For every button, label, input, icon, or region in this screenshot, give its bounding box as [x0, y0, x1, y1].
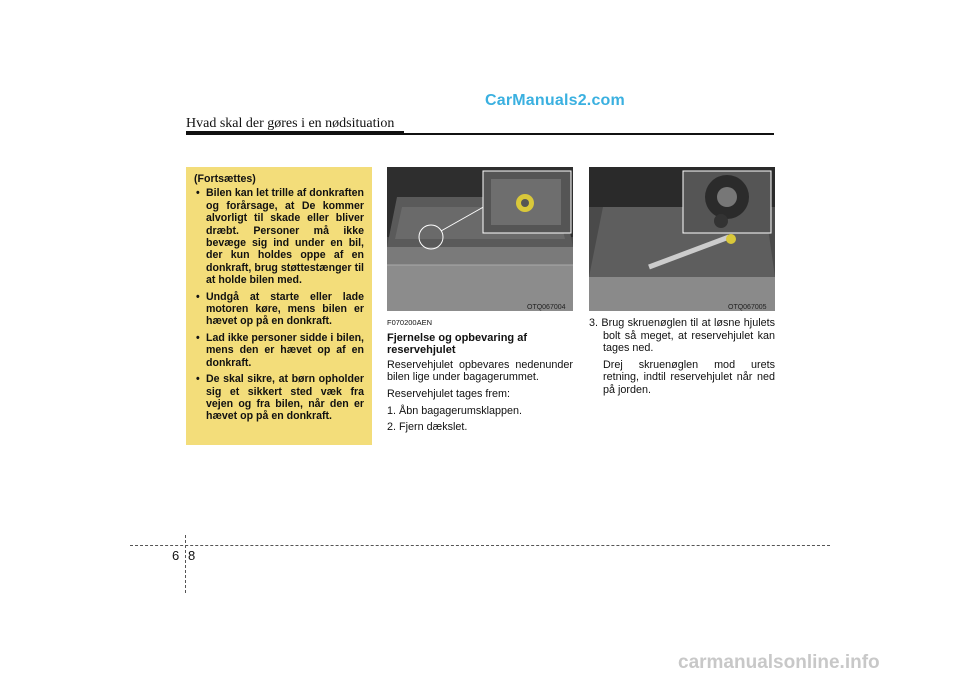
spare-tire-photo	[589, 167, 775, 311]
top-watermark: CarManuals2.com	[485, 92, 625, 109]
trunk-illustration	[387, 167, 573, 311]
section-intro: Reservehjulet opbevares nedenunder bilen lige under bagagerummet.	[387, 358, 573, 384]
warning-box	[186, 167, 372, 445]
spare-tire-illustration	[589, 167, 775, 311]
section-column-right	[589, 317, 775, 401]
footer-rule	[130, 545, 830, 546]
step-2: 2. Fjern dækslet.	[387, 421, 468, 434]
warning-item: • De skal sikre, at børn opholder sig et sikkert sted væk fra vejen og fra bilen, når den er hævet op på en donkraft.	[194, 373, 364, 423]
page-chapter: 6	[172, 548, 180, 563]
step-3-detail: Drej skruenøglen mod urets retning, indtil reservehjulet når ned på jorden.	[603, 358, 775, 396]
footer-divider	[185, 535, 186, 593]
warning-item: • Undgå at starte eller lade motoren køre, mens bilen er hævet op på en donkraft.	[194, 291, 364, 328]
warning-continued: (Fortsættes)	[194, 173, 256, 185]
header-rule	[186, 133, 774, 135]
warning-item: • Bilen kan let trille af donkraften og forårsage, at De kommer alvorligt til skade eller bliver dræbt. Personer må ikke bevæge sig ind under en bil, der kun holdes oppe af en donkraft, brug støttestænger til at holde bilen med.	[194, 187, 364, 286]
step-1: 1. Åbn bagagerumsklappen.	[387, 404, 523, 417]
warning-item: • Lad ikke personer sidde i bilen, mens den er hævet op af en donkraft.	[194, 332, 364, 369]
section-column-middle	[387, 317, 573, 438]
figure-code-2: OTQ067005	[728, 304, 767, 311]
step-3: 3. Brug skruenøglen til at løsne hjulets bolt så meget, at reservehjulet kan tages ned.	[589, 317, 775, 355]
bottom-watermark: carmanualsonline.info	[678, 652, 880, 673]
section-lead: Reservehjulet tages frem:	[387, 387, 511, 400]
section-code: F070200AEN	[387, 318, 433, 327]
section-title: Fjernelse og opbevaring af reservehjulet	[387, 331, 527, 357]
figure-code-1: OTQ067004	[527, 304, 566, 311]
page-header-title: Hvad skal der gøres i en nødsituation	[186, 116, 395, 131]
warning-list	[194, 187, 364, 422]
trunk-photo	[387, 167, 573, 311]
page-number: 8	[188, 548, 196, 563]
